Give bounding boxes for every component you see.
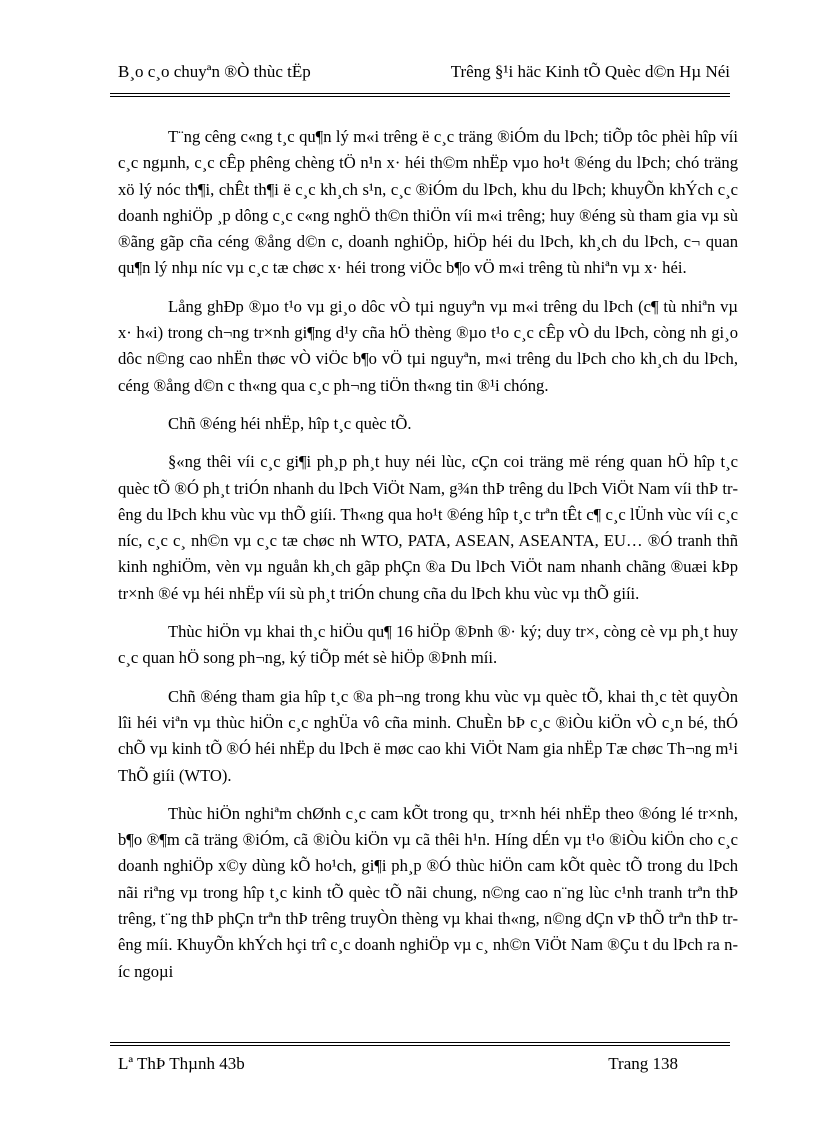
header-rule-top [110, 93, 730, 94]
paragraph: Chñ ®éng héi nhËp, hîp t¸c quèc tÕ. [168, 413, 412, 433]
page-header [110, 62, 730, 82]
paragraph: Lång ghÐp ®µo t¹o vµ gi¸o dôc vÒ tµi nguyªn vµ m«i trêng du lÞch (c¶ tù nhiªn vµ x· h«i) trong ch¬ng tr×nh gi¶ng d¹y cña hÖ thèng ®µo t¹o c¸c cÊp vÒ du lÞch, còng nh gi¸o dôc n©ng cao nhËn thøc vÒ viÖc b¶o vÖ tµi nguyªn, m«i trêng du lÞch cho kh¸ch du lÞch, céng ®ång d©n c th«ng qua c¸c ph¬ng tiÖn th«ng tin ®¹i chóng. [118, 296, 738, 395]
paragraph: Thùc hiÖn vµ khai th¸c hiÖu qu¶ 16 hiÖp ®Þnh ®· ký; duy tr×, còng cè vµ ph¸t huy c¸c quan hÖ song ph¬ng, ký tiÕp mét sè hiÖp ®Þnh míi. [118, 622, 738, 668]
paragraph: §«ng thêi víi c¸c gi¶i ph¸p ph¸t huy néi lùc, cÇn coi träng më réng quan hÖ hîp t¸c quèc tÕ ®Ó ph¸t triÓn nhanh du lÞch ViÖt Nam, g¾n thÞ trêng du lÞch ViÖt Nam víi thÞ trêng du lÞch khu vùc vµ thÕ giíi. Th«ng qua ho¹t ®éng hîp t¸c trªn tÊt c¶ c¸c lÜnh vùc víi c¸c níc, c¸c c¸ nh©n vµ c¸c tæ chøc nh WTO, PATA, ASEAN, ASEANTA, EU… ®Ó tranh thñ kinh nghiÖm, vèn vµ nguån kh¸ch gãp phÇn ®a Du lÞch ViÖt nam nhanh chãng ®uæi kÞp tr×nh ®é vµ héi nhËp víi sù ph¸t triÓn chung cña du lÞch khu vùc vµ thÕ giíi. [118, 452, 738, 603]
paragraph: T¨ng cêng c«ng t¸c qu¶n lý m«i trêng ë c¸c träng ®iÓm du lÞch; tiÕp tôc phèi hîp víi c¸c ngµnh, c¸c cÊp phêng chèng tÖ n¹n x· héi th©m nhËp vµo ho¹t ®éng du lÞch; chó träng xö lý nóc th¶i, chÊt th¶i ë c¸c kh¸ch s¹n, c¸c ®iÓm du lÞch, khu du lÞch; khuyÕn khÝch c¸c doanh nghiÖp ¸p dông c¸c c«ng nghÖ th©n thiÖn víi m«i trêng; huy ®éng sù tham gia vµ sù ®ãng gãp cña céng ®ång d©n c, doanh nghiÖp, hiÖp héi du lÞch, kh¸ch du lÞch, c¬ quan qu¶n lý nhµ níc vµ c¸c tæ chøc x· héi trong viÖc b¶o vÖ m«i trêng tù nhiªn vµ x· héi. [118, 127, 738, 278]
document-body [118, 124, 738, 997]
page-footer [118, 1054, 678, 1074]
footer-author: Lª ThÞ Thµnh 43b [118, 1054, 245, 1073]
page-number: Trang 138 [608, 1054, 678, 1073]
header-rule-bottom [110, 96, 730, 97]
footer-rule-bottom [110, 1045, 730, 1046]
paragraph: Chñ ®éng tham gia hîp t¸c ®a ph¬ng trong khu vùc vµ quèc tÕ, khai th¸c tèt quyÒn lîi héi viªn vµ thùc hiÖn c¸c nghÜa vô cña minh. ChuÈn bÞ c¸c ®iÒu kiÖn vÒ c¸n bé, thÓ chÕ vµ kinh tÕ ®Ó héi nhËp du lÞch ë møc cao khi ViÖt Nam gia nhËp Tæ chøc Th¬ng m¹i ThÕ giíi (WTO). [118, 686, 738, 785]
header-university: Trêng §¹i häc Kinh tÕ Quèc d©n Hµ Néi [450, 62, 730, 81]
footer-rule-top [110, 1042, 730, 1043]
paragraph: Thùc hiÖn nghiªm chØnh c¸c cam kÕt trong qu¸ tr×nh héi nhËp theo ®óng lé tr×nh, b¶o ®¶m cã träng ®iÓm, cã ®iÒu kiÖn vµ cã thêi h¹n. Híng dÉn vµ t¹o ®iÒu kiÖn cho c¸c doanh nghiÖp x©y dùng kÕ ho¹ch, gi¶i ph¸p ®Ó thùc hiÖn cam kÕt quèc tÕ trong du lÞch nãi riªng vµ trong hîp t¸c kinh tÕ quèc tÕ nãi chung, n©ng cao n¨ng lùc c¹nh tranh trªn thÞ trêng, t¨ng thÞ phÇn trªn thÞ trêng truyÒn thèng vµ khai th«ng, n©ng dÇn vÞ thÕ trªn thÞ trêng míi. KhuyÕn khÝch hçi trî c¸c doanh nghiÖp vµ c¸ nh©n ViÖt Nam ®Çu t du lÞch ra níc ngoµi [118, 803, 738, 981]
header-report-title: B¸o c¸o chuyªn ®Ò thùc tËp [118, 62, 311, 81]
